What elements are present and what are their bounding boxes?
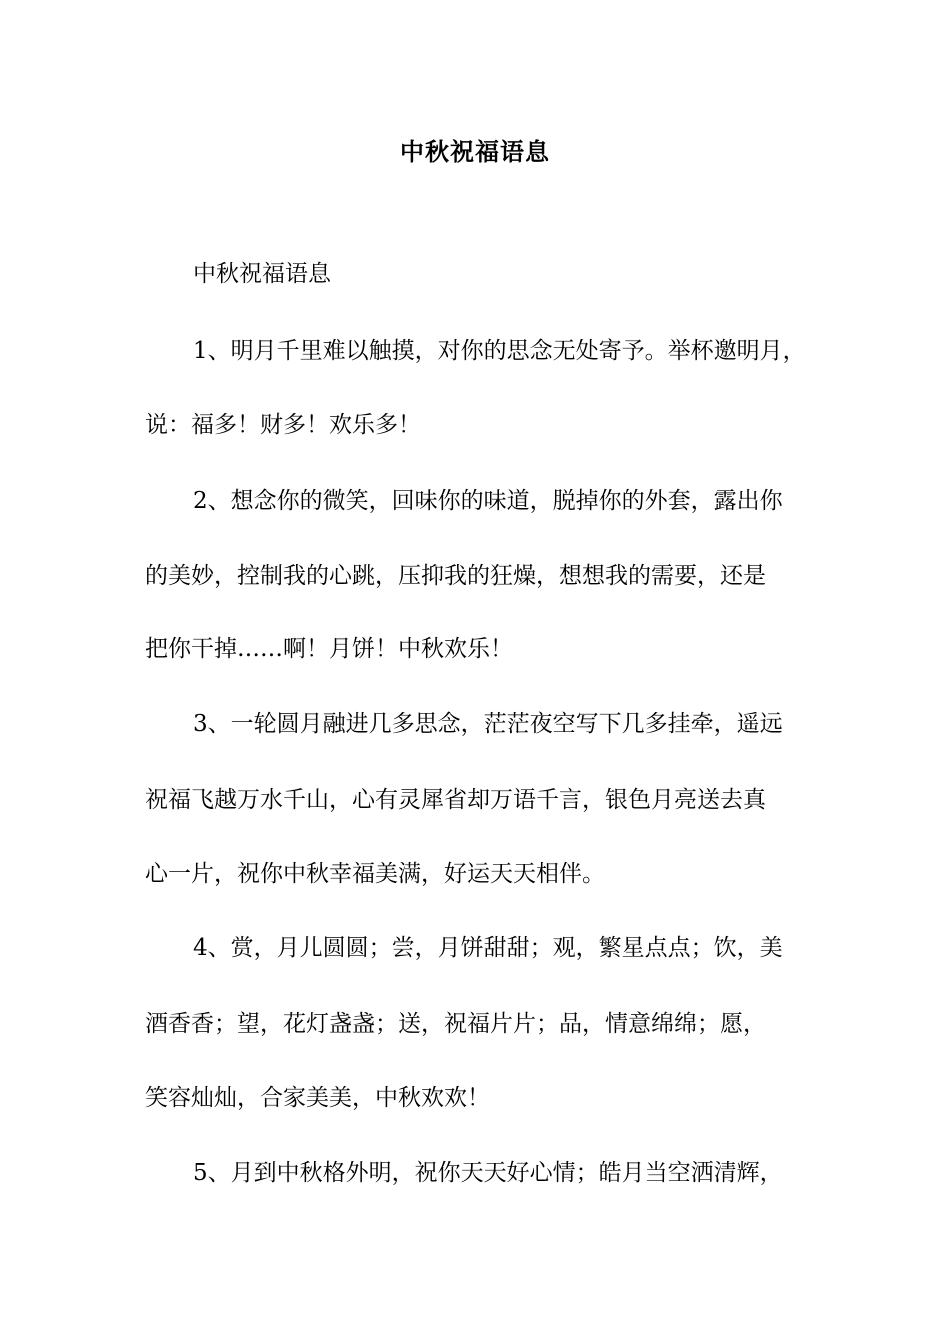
paragraph-line: 3、一轮圆月融进几多思念，茫茫夜空写下几多挂牵，遥远 bbox=[193, 711, 783, 737]
paragraph-line: 把你干掉……啊！月饼！中秋欢乐！ bbox=[145, 636, 513, 662]
document-subtitle: 中秋祝福语息 bbox=[193, 261, 331, 287]
paragraph-line: 心一片，祝你中秋幸福美满，好运天天相伴。 bbox=[145, 861, 605, 887]
paragraph-line: 说：福多！财多！欢乐多！ bbox=[145, 412, 421, 438]
document-title: 中秋祝福语息 bbox=[400, 137, 550, 166]
paragraph-line: 5、月到中秋格外明，祝你天天好心情；皓月当空洒清辉， bbox=[193, 1160, 783, 1186]
paragraph-line: 2、想念你的微笑，回味你的味道，脱掉你的外套，露出你 bbox=[193, 488, 783, 514]
paragraph-line: 的美妙，控制我的心跳，压抑我的狂燥，想想我的需要，还是 bbox=[145, 563, 766, 589]
paragraph-line: 笑容灿灿，合家美美，中秋欢欢！ bbox=[145, 1085, 490, 1111]
paragraph-line: 4、赏，月儿圆圆；尝，月饼甜甜；观，繁星点点；饮，美 bbox=[193, 935, 783, 961]
paragraph-line: 祝福飞越万水千山，心有灵犀省却万语千言，银色月亮送去真 bbox=[145, 787, 766, 813]
paragraph-line: 酒香香；望，花灯盏盏；送，祝福片片；品，情意绵绵；愿， bbox=[145, 1011, 766, 1037]
paragraph-line: 1、明月千里难以触摸，对你的思念无处寄予。举杯邀明月， bbox=[193, 338, 806, 364]
